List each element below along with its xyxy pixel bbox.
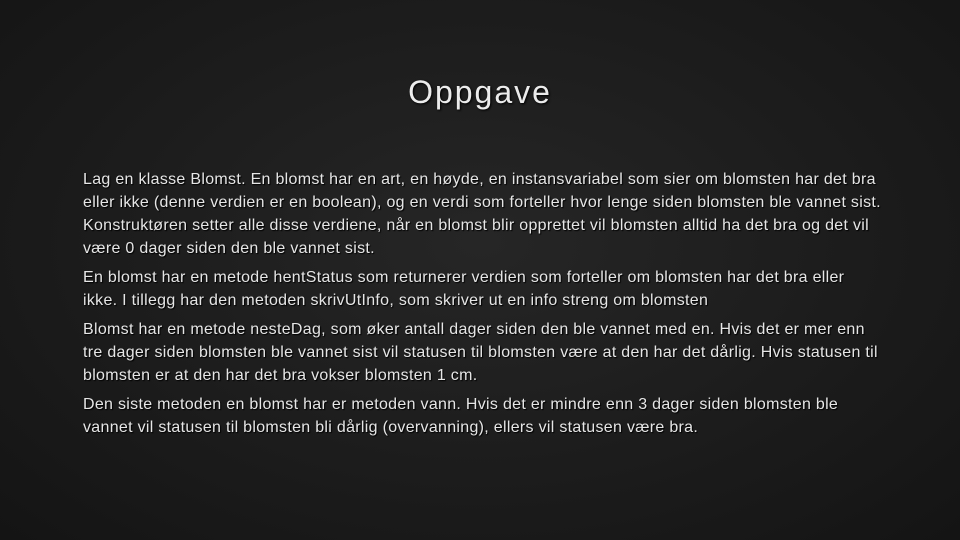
slide-title: Oppgave xyxy=(408,74,552,110)
paragraph-nestedag-method: Blomst har en metode nesteDag, som øker antall dager siden den ble vannet med en. Hvis det er mer enn tre dager siden blomsten ble vannet sist vil statusen til blomsten være at den har det dårlig. Hvis statusen til blomsten er at den har det bra vokser blomsten 1 cm. xyxy=(83,321,878,384)
paragraph-vann-method: Den siste metoden en blomst har er metoden vann. Hvis det er mindre enn 3 dager siden blomsten ble vannet vil statusen til blomsten bli dårlig (overvanning), ellers vil statusen være bra. xyxy=(83,396,839,436)
paragraph-hentstatus-method: En blomst har en metode hentStatus som returnerer verdien som forteller om blomsten har det bra eller ikke. I tillegg har den metoden skrivUtInfo, som skriver ut en info streng om blomsten xyxy=(83,269,845,309)
paragraph-class-definition: Lag en klasse Blomst. En blomst har en art, en høyde, en instansvariabel som sier om blomsten har det bra eller ikke (denne verdien er en boolean), og en verdi som forteller hvor lenge siden blomsten ble vannet sist. Konstruktøren setter alle disse verdiene, når en blomst blir opprettet vil blomsten alltid ha det bra og det vil være 0 dager siden den ble vannet sist. xyxy=(83,171,881,257)
slide-body xyxy=(83,168,883,445)
